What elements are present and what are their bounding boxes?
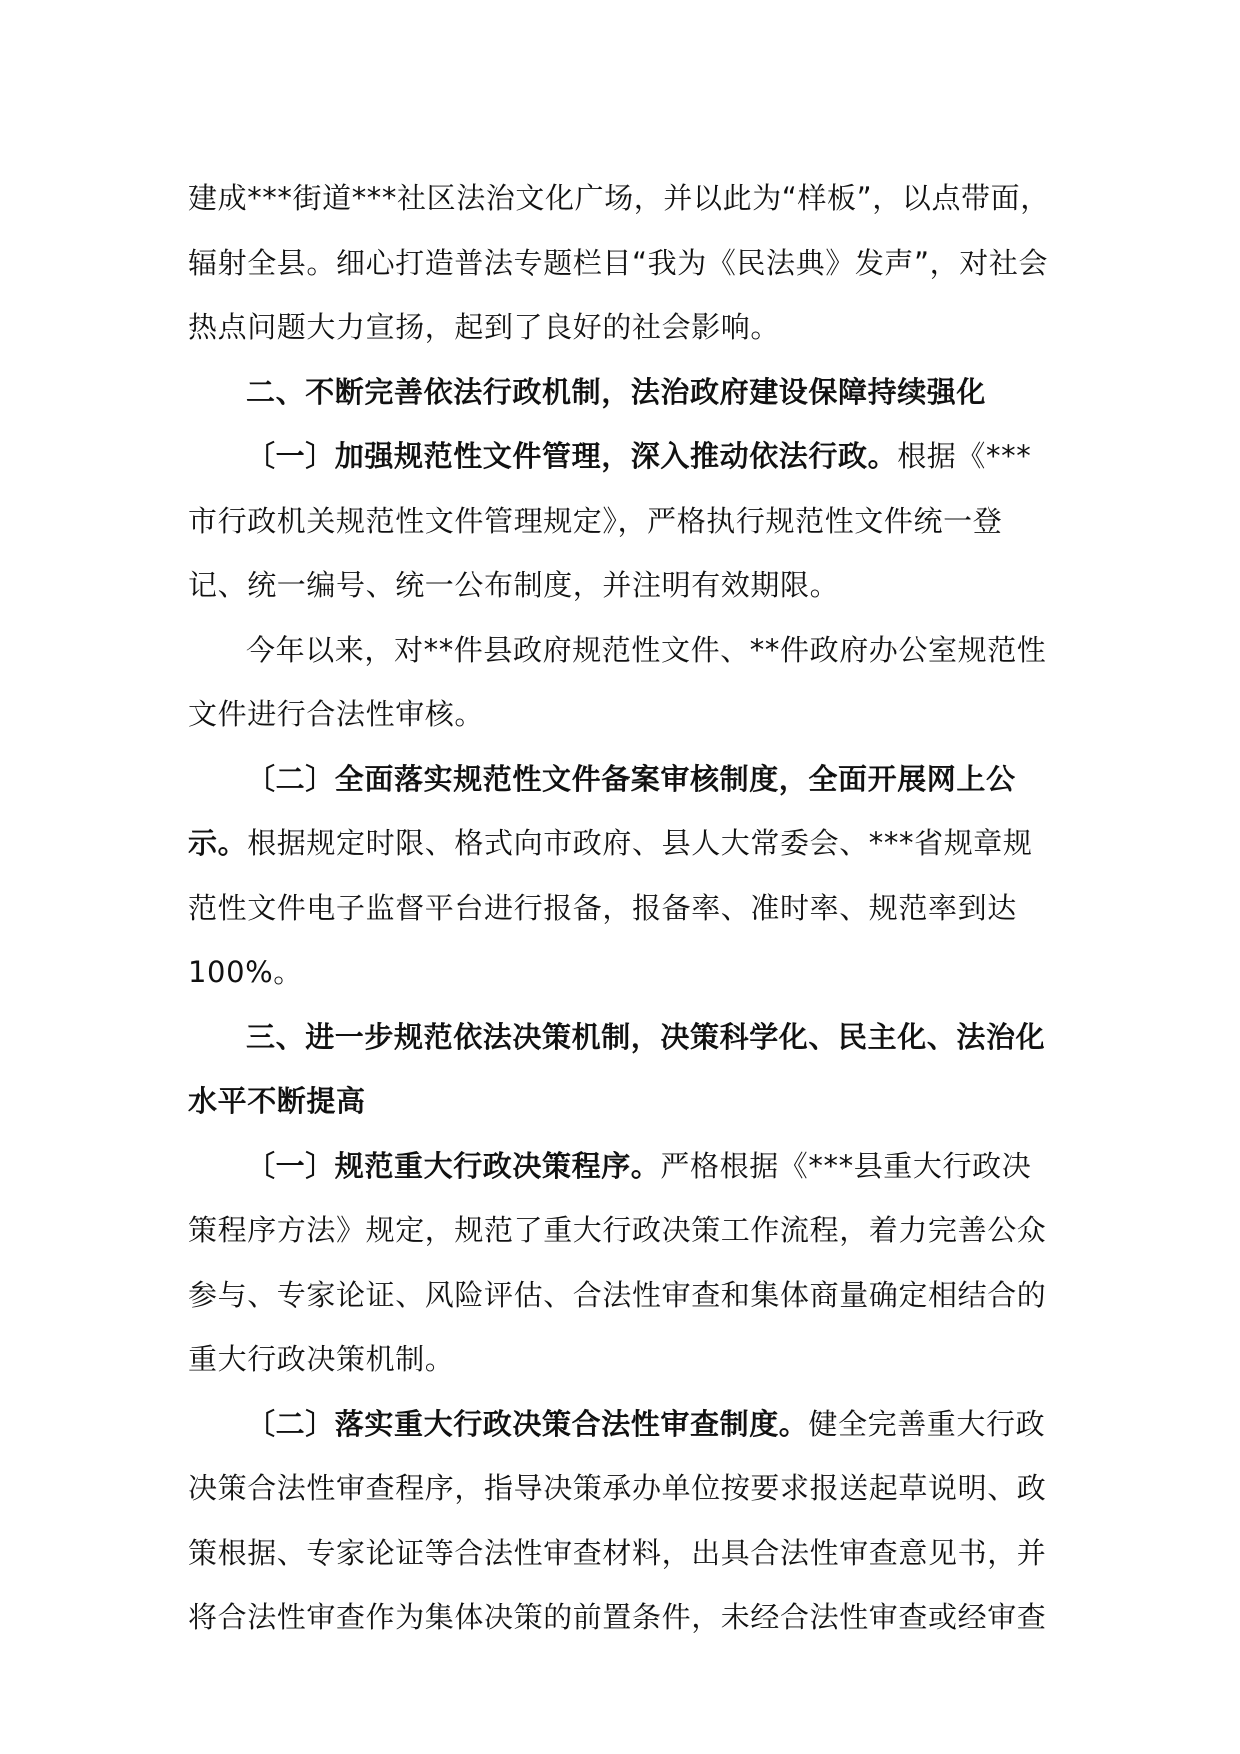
subsection-body: 严格根据《***县重大行政决策程序方法》规定，规范了重大行政决策工作流程，着力完善公众参与、专家论证、风险评估、合法性审查和集体商量确定相结合的重大行政决策机制。 [188,1148,1047,1376]
subsection-body: 根据规定时限、格式向市政府、县人大常委会、***省规章规范性文件电子监督平台进行报备，报备率、准时率、规范率到达 100%。 [188,826,1033,989]
subsection-title: 〔二〕全面落实规范性文件备案审核制度，全面开展网上公示。 [188,761,1016,860]
paragraph-review-count: 今年以来，对**件县政府规范性文件、**件政府办公室规范性文件进行合法性审核。 [188,632,1047,731]
subsection-title: 〔二〕落实重大行政决策合法性审查制度。 [246,1406,809,1441]
paragraph-decision-procedure [188,1134,1058,1392]
subsection-body: 健全完善重大行政决策合法性审查程序，指导决策承办单位按要求报送起草说明、政策根据、专家论证等合法性审查材料，出具合法性审查意见书，并将合法性审查作为集体决策的前置条件，未经合法性审查或经审查 [188,1406,1047,1634]
paragraph-legality-review [188,1392,1058,1650]
paragraph-normative-docs [188,424,1058,618]
paragraph-filing-review [188,747,1058,1005]
subsection-title: 〔一〕加强规范性文件管理，深入推动依法行政。 [246,439,898,473]
subsection-title: 〔一〕规范重大行政决策程序。 [246,1148,661,1183]
section-heading-two: 二、不断完善依法行政机制，法治政府建设保障持续强化 [246,374,987,409]
paragraph-culture-square: 建成***街道***社区法治文化广场，并以此为“样板”，以点带面，辐射全县。细心打造普法专题栏目“我为《民法典》发声”，对社会热点问题大力宣扬，起到了良好的社会影响。 [188,181,1050,344]
section-heading-three: 三、进一步规范依法决策机制，决策科学化、民主化、法治化水平不断提高 [188,1019,1046,1118]
subsection-body: 根据《***市行政机关规范性文件管理规定》，严格执行规范性文件统一登记、统一编号、统一公布制度，并注明有效期限。 [188,439,1032,602]
